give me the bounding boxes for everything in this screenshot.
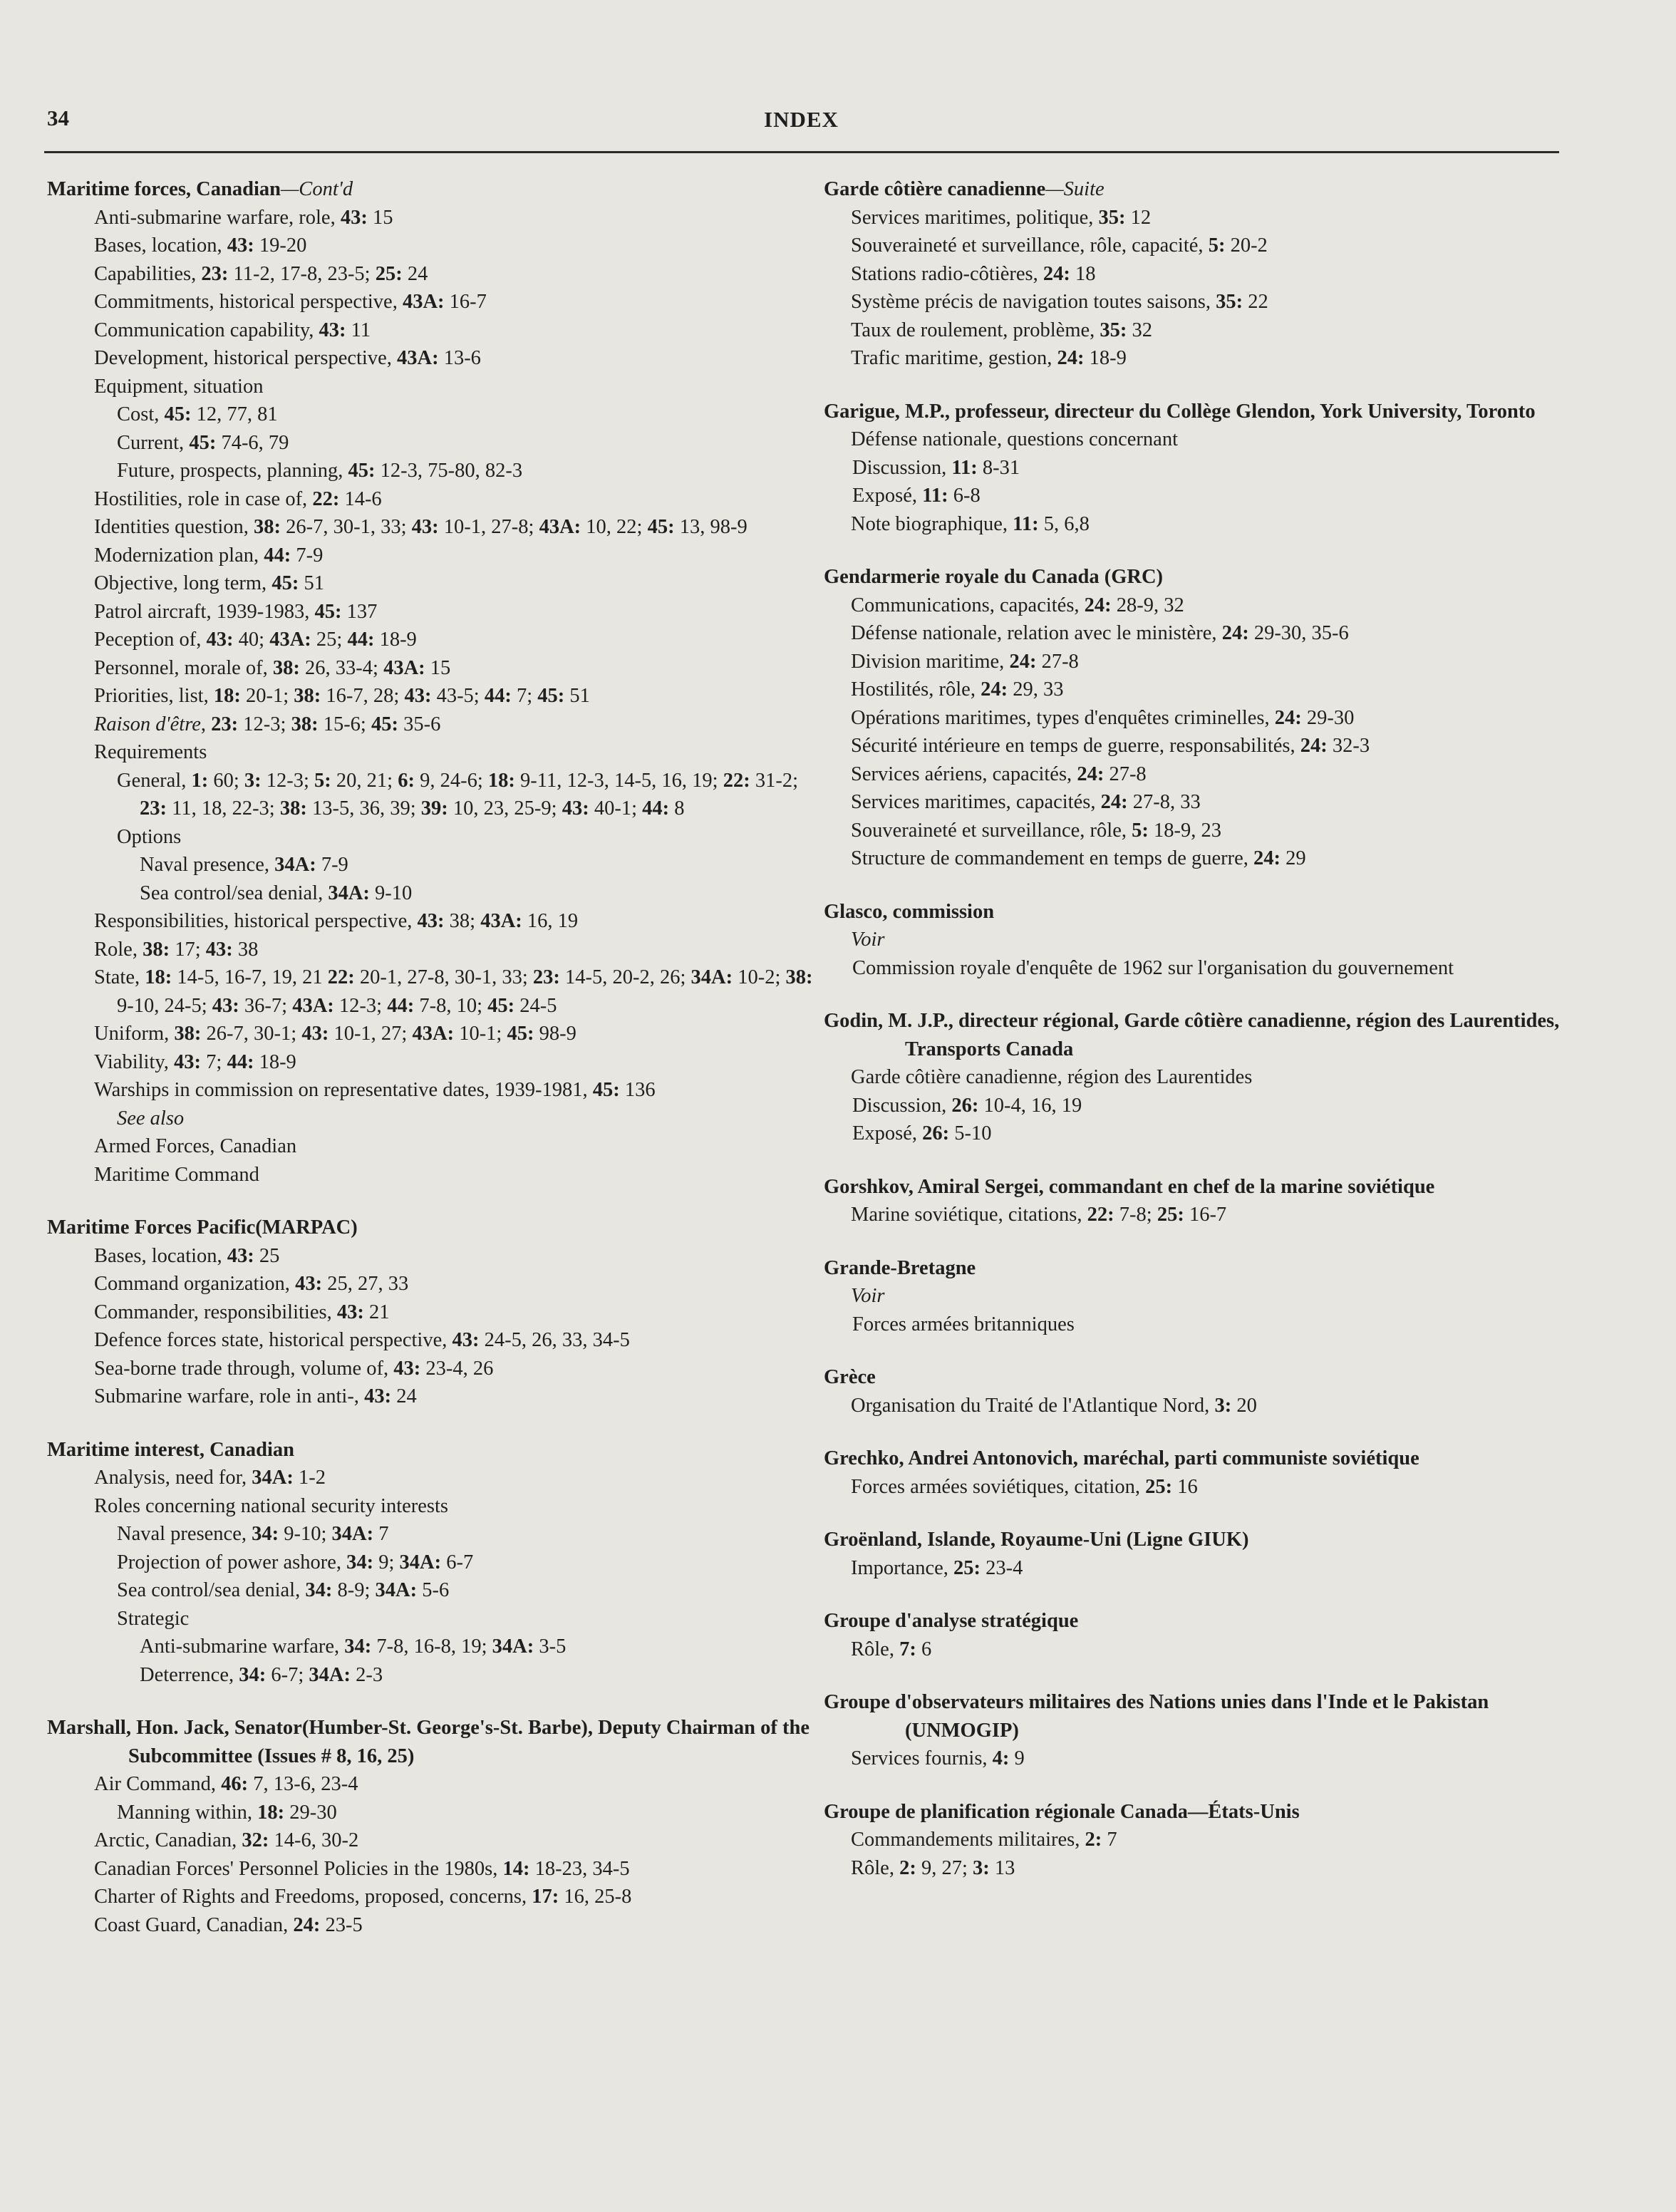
entry-heading: [824, 1173, 1572, 1201]
subentry-line: Bases, location, 43: 25: [94, 1244, 280, 1267]
subentry-line: Objective, long term, 45: 51: [94, 572, 324, 594]
entry-heading: [47, 1714, 822, 1770]
subentry-line: Communications, capacités, 24: 28-9, 32: [851, 594, 1184, 616]
index-entry: [824, 175, 1572, 373]
subentry-line: Equipment, situation: [94, 375, 264, 398]
subentry-line: Submarine warfare, role in anti-, 43: 24: [94, 1385, 417, 1407]
subentry-line: Sea control/sea denial, 34A: 9-10: [140, 882, 413, 904]
subentry-line: Canadian Forces' Personnel Policies in the 1980s, 14: 18-23, 34-5: [94, 1857, 630, 1880]
subentry-line: Naval presence, 34: 9-10; 34A: 7: [117, 1523, 389, 1545]
entry-heading-text: Groupe de planification régionale Canada—États-Unis: [824, 1800, 1300, 1823]
entry-heading-text: Grande-Bretagne: [824, 1256, 976, 1279]
index-entry: [47, 175, 822, 1189]
subentry-line: Services aériens, capacités, 24: 27-8: [851, 763, 1147, 785]
subentry-line: Structure de commandement en temps de guerre, 24: 29: [851, 847, 1306, 869]
entry-heading-text: Marshall, Hon. Jack, Senator(Humber-St. George's-St. Barbe), Deputy Chairman of the Subcommittee (Issues # 8, 16, 25): [47, 1717, 809, 1767]
subentry-line: Stations radio-côtières, 24: 18: [851, 262, 1096, 285]
subentry-line: Discussion, 11: 8-31: [852, 456, 1020, 479]
subentry-line: Current, 45: 74-6, 79: [117, 431, 289, 454]
subentry-line: Services fournis, 4: 9: [851, 1747, 1025, 1769]
subentry-line: Services maritimes, politique, 35: 12: [851, 206, 1152, 229]
subentry-line: Forces armées soviétiques, citation, 25: 16: [851, 1475, 1198, 1498]
index-column-left: [47, 175, 822, 1964]
subentry-line: Strategic: [117, 1607, 190, 1630]
subentry-line: Air Command, 46: 7, 13-6, 23-4: [94, 1773, 358, 1795]
subentry-line: State, 18: 14-5, 16-7, 19, 21 22: 20-1, 27-8, 30-1, 33; 23: 14-5, 20-2, 26; 34A: 10-2; 38: 9-10, 24-5; 43: 36-7; 43A: 12-3; 44: 7-8, 10; 45: 24-5: [94, 966, 813, 1017]
subentry-line: See also: [117, 1107, 185, 1130]
subentry-line: Forces armées britanniques: [852, 1313, 1075, 1335]
entry-heading: [824, 1007, 1572, 1063]
index-entry: [824, 1526, 1572, 1582]
entry-heading-text: Gendarmerie royale du Canada (GRC): [824, 566, 1164, 588]
index-entry: [824, 1607, 1572, 1663]
subentry-line: Voir: [851, 929, 885, 951]
subentry-line: Anti-submarine warfare, role, 43: 15: [94, 206, 393, 229]
subentry-line: Armed Forces, Canadian: [94, 1135, 297, 1157]
subentry-line: Garde côtière canadienne, région des Laurentides: [851, 1066, 1253, 1088]
subentry-line: Defence forces state, historical perspective, 43: 24-5, 26, 33, 34-5: [94, 1329, 630, 1351]
entry-heading-text: Maritime Forces Pacific(MARPAC): [47, 1216, 358, 1239]
entry-heading-text: Groënland, Islande, Royaume-Uni (Ligne GIUK): [824, 1529, 1249, 1551]
index-entry: [824, 1444, 1572, 1501]
index-entry: [824, 563, 1572, 873]
entry-heading: [824, 1798, 1572, 1826]
subentry-line: Uniform, 38: 26-7, 30-1; 43: 10-1, 27; 43A: 10-1; 45: 98-9: [94, 1023, 576, 1045]
subentry-line: Sea-borne trade through, volume of, 43: 23-4, 26: [94, 1357, 494, 1380]
subentry-line: Services maritimes, capacités, 24: 27-8, 33: [851, 791, 1201, 813]
subentry-line: Role, 38: 17; 43: 38: [94, 938, 259, 961]
entry-heading-text: Maritime interest, Canadian: [47, 1438, 294, 1461]
subentry-line: Hostilities, role in case of, 22: 14-6: [94, 487, 382, 510]
entry-heading: [824, 1607, 1572, 1635]
subentry-line: Roles concerning national security interests: [94, 1494, 449, 1517]
entry-heading: [824, 175, 1572, 204]
subentry-line: Commander, responsibilities, 43: 21: [94, 1301, 390, 1323]
subentry-line: Souveraineté et surveillance, rôle, capacité, 5: 20-2: [851, 234, 1268, 257]
entry-heading-text: Grechko, Andrei Antonovich, maréchal, parti communiste soviétique: [824, 1447, 1419, 1469]
subentry-line: Commandements militaires, 2: 7: [851, 1829, 1117, 1851]
subentry-line: Note biographique, 11: 5, 6,8: [851, 512, 1090, 535]
subentry-line: Souveraineté et surveillance, rôle, 5: 18-9, 23: [851, 819, 1221, 842]
subentry-line: Priorities, list, 18: 20-1; 38: 16-7, 28; 43: 43-5; 44: 7; 45: 51: [94, 685, 590, 707]
subentry-line: Charter of Rights and Freedoms, proposed, concerns, 17: 16, 25-8: [94, 1886, 632, 1908]
subentry-line: Commission royale d'enquête de 1962 sur l'organisation du gouvernement: [852, 956, 1454, 979]
subentry-line: Système précis de navigation toutes saisons, 35: 22: [851, 291, 1268, 313]
subentry-line: Responsibilities, historical perspective, 43: 38; 43A: 16, 19: [94, 910, 579, 932]
entry-heading-text: Groupe d'observateurs militaires des Nations unies dans l'Inde et le Pakistan (UNMOGIP): [824, 1691, 1489, 1742]
subentry-line: Division maritime, 24: 27-8: [851, 650, 1079, 673]
subentry-line: Capabilities, 23: 11-2, 17-8, 23-5; 25: 24: [94, 262, 428, 285]
subentry-line: Bases, location, 43: 19-20: [94, 234, 307, 257]
subentry-line: Commitments, historical perspective, 43A: 16-7: [94, 291, 487, 313]
subentry-line: Patrol aircraft, 1939-1983, 45: 137: [94, 600, 378, 623]
subentry-line: Future, prospects, planning, 45: 12-3, 75-80, 82-3: [117, 460, 523, 482]
subentry-line: Exposé, 11: 6-8: [852, 485, 981, 507]
entry-heading: [47, 175, 822, 204]
entry-heading-text: Garigue, M.P., professeur, directeur du Collège Glendon, York University, Toronto: [824, 400, 1536, 423]
entry-heading-text: Grèce: [824, 1366, 876, 1388]
subentry-line: Projection of power ashore, 34: 9; 34A: 6-7: [117, 1551, 474, 1573]
subentry-line: Communication capability, 43: 11: [94, 319, 371, 341]
index-entry: [824, 1363, 1572, 1420]
subentry-line: Raison d'être, 23: 12-3; 38: 15-6; 45: 35-6: [94, 713, 441, 735]
entry-heading: [824, 1444, 1572, 1473]
index-entry: [824, 398, 1572, 539]
subentry-line: Anti-submarine warfare, 34: 7-8, 16-8, 19; 34A: 3-5: [140, 1635, 567, 1658]
index-entry: [824, 1798, 1572, 1883]
subentry-line: Command organization, 43: 25, 27, 33: [94, 1273, 409, 1295]
entry-heading: [824, 1363, 1572, 1392]
entry-heading-continued: —Suite: [1045, 178, 1105, 200]
subentry-line: Voir: [851, 1285, 885, 1307]
entry-heading-text: Groupe d'analyse stratégique: [824, 1610, 1079, 1632]
subentry-line: Personnel, morale of, 38: 26, 33-4; 43A: 15: [94, 656, 451, 679]
entry-heading-text: Godin, M. J.P., directeur régional, Garde côtière canadienne, région des Laurentides, Transports Canada: [824, 1010, 1560, 1060]
subentry-line: Viability, 43: 7; 44: 18-9: [94, 1050, 296, 1073]
subentry-line: Discussion, 26: 10-4, 16, 19: [852, 1094, 1082, 1117]
subentry-line: Exposé, 26: 5-10: [852, 1122, 992, 1144]
index-entry: [824, 898, 1572, 983]
entry-heading-text: Gorshkov, Amiral Sergei, commandant en chef de la marine soviétique: [824, 1175, 1435, 1198]
subentry-line: Trafic maritime, gestion, 24: 18-9: [851, 347, 1127, 369]
subentry-line: Coast Guard, Canadian, 24: 23-5: [94, 1913, 363, 1936]
index-entry: [47, 1436, 822, 1690]
subentry-line: General, 1: 60; 3: 12-3; 5: 20, 21; 6: 9, 24-6; 18: 9-11, 12-3, 14-5, 16, 19; 22: 31-2; 23: 11, 18, 22-3; 38: 13-5, 36, 39; 39: 10, 23, 25-9; 43: 40-1; 44: 8: [117, 769, 799, 820]
page-number: 34: [47, 105, 69, 130]
entry-heading: [824, 1254, 1572, 1283]
entry-heading: [824, 398, 1572, 426]
subentry-line: Cost, 45: 12, 77, 81: [117, 403, 278, 425]
index-entry: [824, 1173, 1572, 1229]
entry-heading-text: Garde côtière canadienne: [824, 178, 1046, 200]
index-entry: [47, 1214, 822, 1411]
subentry-line: Sea control/sea denial, 34: 8-9; 34A: 5-6: [117, 1579, 450, 1601]
subentry-line: Rôle, 2: 9, 27; 3: 13: [851, 1856, 1015, 1879]
subentry-line: Warships in commission on representative dates, 1939-1981, 45: 136: [94, 1079, 656, 1101]
subentry-line: Marine soviétique, citations, 22: 7-8; 25: 16-7: [851, 1204, 1227, 1226]
index-entry: [824, 1007, 1572, 1148]
subentry-line: Manning within, 18: 29-30: [117, 1801, 337, 1824]
entry-heading-text: Glasco, commission: [824, 900, 995, 923]
subentry-line: Sécurité intérieure en temps de guerre, responsabilités, 24: 32-3: [851, 735, 1370, 757]
subentry-line: Organisation du Traité de l'Atlantique Nord, 3: 20: [851, 1394, 1257, 1417]
entry-heading: [824, 1688, 1572, 1745]
subentry-line: Options: [117, 825, 182, 848]
subentry-line: Rôle, 7: 6: [851, 1638, 932, 1660]
entry-heading: [824, 563, 1572, 591]
entry-heading: [47, 1436, 822, 1464]
entry-heading: [47, 1214, 822, 1242]
subentry-line: Importance, 25: 23-4: [851, 1556, 1023, 1579]
index-entry: [47, 1714, 822, 1939]
subentry-line: Identities question, 38: 26-7, 30-1, 33; 43: 10-1, 27-8; 43A: 10, 22; 45: 13, 98-9: [94, 516, 748, 538]
subentry-line: Maritime Command: [94, 1163, 259, 1186]
subentry-line: Deterrence, 34: 6-7; 34A: 2-3: [140, 1663, 383, 1686]
index-column-right: [824, 175, 1572, 1907]
subentry-line: Modernization plan, 44: 7-9: [94, 544, 324, 567]
page-header: [0, 0, 1676, 143]
subentry-line: Défense nationale, relation avec le ministère, 24: 29-30, 35-6: [851, 622, 1349, 644]
subentry-line: Défense nationale, questions concernant: [851, 428, 1178, 450]
index-entry: [824, 1688, 1572, 1773]
header-rule: [44, 151, 1559, 153]
entry-heading: [824, 898, 1572, 926]
subentry-line: Development, historical perspective, 43A: 13-6: [94, 347, 481, 369]
subentry-line: Hostilités, rôle, 24: 29, 33: [851, 678, 1064, 701]
subentry-line: Arctic, Canadian, 32: 14-6, 30-2: [94, 1829, 359, 1851]
subentry-line: Taux de roulement, problème, 35: 32: [851, 319, 1153, 341]
subentry-line: Peception of, 43: 40; 43A: 25; 44: 18-9: [94, 629, 417, 651]
entry-heading-continued: —Cont'd: [280, 178, 353, 200]
running-title: INDEX: [764, 107, 839, 132]
subentry-line: Naval presence, 34A: 7-9: [140, 854, 348, 876]
entry-heading: [824, 1526, 1572, 1554]
entry-heading-text: Maritime forces, Canadian: [47, 178, 281, 200]
index-entry: [824, 1254, 1572, 1339]
subentry-line: Analysis, need for, 34A: 1-2: [94, 1467, 326, 1489]
subentry-line: Requirements: [94, 741, 207, 763]
subentry-line: Opérations maritimes, types d'enquêtes criminelles, 24: 29-30: [851, 706, 1355, 729]
